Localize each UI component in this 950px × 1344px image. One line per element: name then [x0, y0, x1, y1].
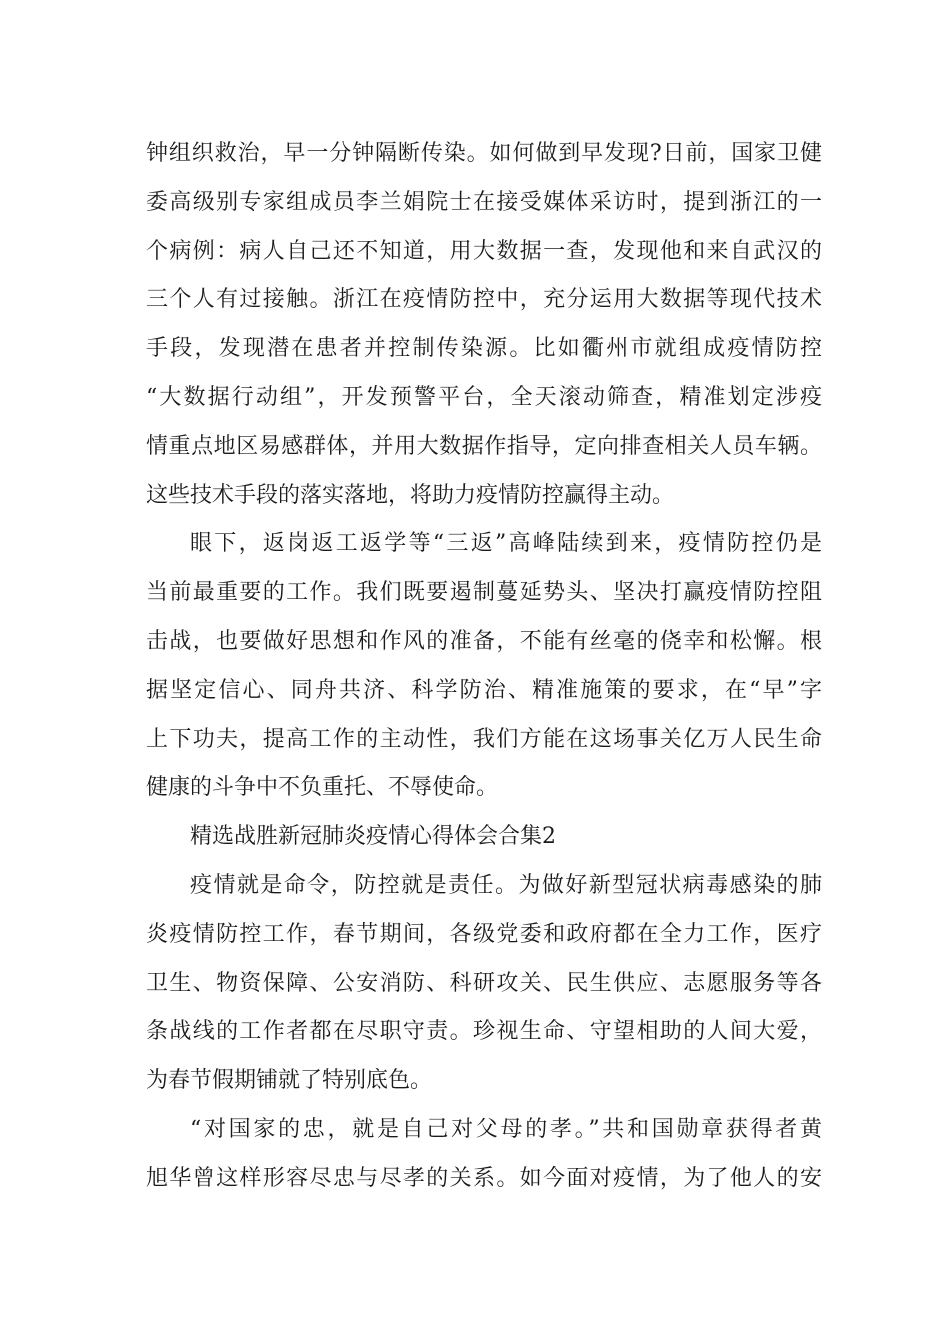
text-line: 三个人有过接触。浙江在疫情防控中，充分运用大数据等现代技术 [146, 287, 822, 313]
text-line: 击战，也要做好思想和作风的准备，不能有丝毫的侥幸和松懈。根 [146, 628, 822, 654]
text-line: 疫情就是命令，防控就是责任。为做好新型冠状病毒感染的肺 [190, 872, 822, 898]
text-line: 上下功夫，提高工作的主动性，我们方能在这场事关亿万人民生命 [146, 726, 822, 752]
text-line: 手段，发现潜在患者并控制传染源。比如衢州市就组成疫情防控 [146, 336, 822, 362]
text-line: 条战线的工作者都在尽职守责。珍视生命、守望相助的人间大爱， [146, 1019, 822, 1045]
section-heading [146, 813, 822, 862]
text-line: 眼下，返岗返工返学等“三返”高峰陆续到来，疫情防控仍是 [190, 531, 822, 557]
document-page [146, 130, 822, 1204]
text-line: 情重点地区易感群体，并用大数据作指导，定向排查相关人员车辆。 [146, 433, 822, 459]
paragraph-big-data-tracing [146, 130, 822, 520]
text-line: “大数据行动组”，开发预警平台，全天滚动筛查，精准划定涉疫 [146, 384, 822, 410]
paragraph-epidemic-command [146, 862, 822, 1106]
text-line: 钟组织救治，早一分钟隔断传染。如何做到早发现?日前，国家卫健 [146, 141, 822, 166]
text-line: 卫生、物资保障、公安消防、科研攻关、民生供应、志愿服务等各 [146, 970, 822, 996]
text-line: 这些技术手段的落实落地，将助力疫情防控赢得主动。 [146, 482, 675, 508]
text-line: 委高级别专家组成员李兰娟院士在接受媒体采访时，提到浙江的一 [146, 189, 822, 215]
paragraph-loyalty-filial [146, 1106, 822, 1204]
section-title: 精选战胜新冠肺炎疫情心得体会合集2 [190, 824, 556, 850]
text-line: 为春节假期铺就了特别底色。 [146, 1068, 433, 1094]
text-line: 据坚定信心、同舟共济、科学防治、精准施策的要求，在“早”字 [146, 677, 822, 703]
text-line: “对国家的忠，就是自己对父母的孝。”共和国勋章获得者黄 [190, 1116, 822, 1142]
text-line: 健康的斗争中不负重托、不辱使命。 [146, 775, 499, 801]
text-line: 个病例：病人自己还不知道，用大数据一查，发现他和来自武汉的 [146, 238, 822, 264]
paragraph-three-returns [146, 520, 822, 813]
text-line: 炎疫情防控工作，春节期间，各级党委和政府都在全力工作，医疗 [146, 921, 822, 947]
text-line: 旭华曾这样形容尽忠与尽孝的关系。如今面对疫情，为了他人的安 [146, 1165, 822, 1191]
text-line: 当前最重要的工作。我们既要遏制蔓延势头、坚决打赢疫情防控阻 [146, 580, 822, 606]
